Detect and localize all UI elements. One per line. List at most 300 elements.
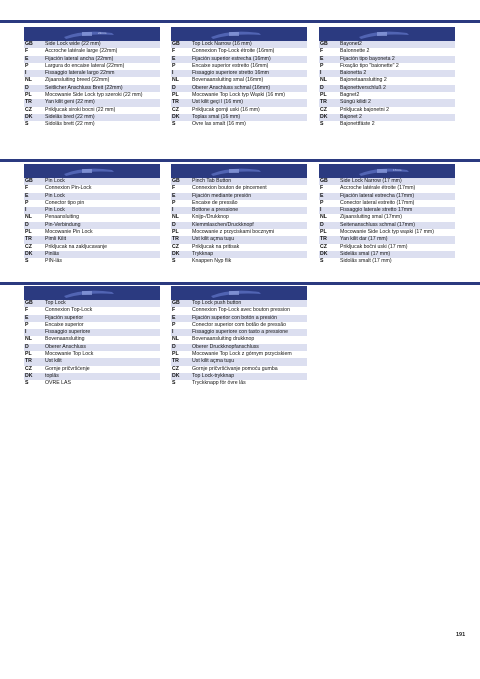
translation-row [319, 214, 455, 221]
language-code: DK [172, 113, 180, 120]
translation-text: Encaixe superior [45, 321, 84, 328]
translation-text: Üst kilit açma tuşu [192, 358, 235, 365]
translation-row [24, 380, 160, 387]
language-code: DK [320, 113, 328, 120]
translation-row [24, 244, 160, 251]
language-code: TR [172, 99, 179, 106]
translation-row [24, 92, 160, 99]
translation-text: Oberer Anschluss [45, 343, 86, 350]
language-code: E [320, 55, 324, 62]
language-code: I [25, 70, 27, 77]
translation-text: Encaixe de pressão [192, 199, 238, 206]
translation-row [171, 322, 307, 329]
translation-text: Connexion bouton de pincement [192, 185, 267, 192]
language-code: PL [172, 92, 179, 99]
translation-row [319, 178, 455, 185]
language-code: D [172, 84, 176, 91]
translation-text: Bovenaansluiting [45, 336, 85, 343]
language-code: D [172, 343, 176, 350]
language-code: CZ [25, 365, 32, 372]
translation-text: Pin-Verbindung [45, 221, 81, 228]
translation-text: Sidolås smalt (17 mm) [340, 258, 392, 265]
language-code: PL [25, 351, 32, 358]
translation-row [24, 336, 160, 343]
language-code: CZ [25, 106, 32, 113]
translation-row [24, 200, 160, 207]
product-card [171, 164, 307, 266]
card-header-image [171, 164, 307, 178]
language-code: E [320, 192, 324, 199]
language-code: D [25, 84, 29, 91]
product-card [24, 164, 160, 266]
translation-row [171, 251, 307, 258]
translation-row [24, 258, 160, 265]
translation-row [24, 307, 160, 314]
language-code: E [172, 55, 176, 62]
translation-text: Mocowanie Top Lock typ Wąski (16 mm) [192, 92, 286, 99]
language-code: CZ [172, 106, 179, 113]
translation-text: Fijación superior con botón a presión [192, 314, 278, 321]
translation-text: Prikljucak siroki bocni (22 mm) [45, 106, 116, 113]
language-code: F [172, 185, 176, 192]
translation-text: Övre las smalt (16 mm) [192, 121, 246, 128]
translation-text: Prikljucak gornji uski (16 mm) [192, 106, 260, 113]
language-code: GB [172, 178, 180, 184]
translation-text: Yan kilit dar (17 mm) [340, 236, 388, 243]
translation-row [319, 185, 455, 192]
translation-row [24, 48, 160, 55]
language-code: CZ [172, 365, 179, 372]
language-code: GB [320, 41, 328, 47]
language-code: PL [25, 92, 32, 99]
translation-row [319, 258, 455, 265]
translation-row [319, 92, 455, 99]
translation-row [319, 63, 455, 70]
translation-text: Mocowanie Side Lock typ szeroki (22 mm) [45, 92, 143, 99]
language-code: D [25, 221, 29, 228]
translation-row [24, 373, 160, 380]
language-code: GB [25, 300, 33, 306]
translation-text: Connexion Top-Lock avec bouton pression [192, 307, 290, 314]
translation-row [171, 107, 307, 114]
translation-text: Encaixe superior estreito (16mm) [192, 62, 269, 69]
translation-row [171, 99, 307, 106]
translation-text: Bajonettverschluß 2 [340, 84, 386, 91]
language-code: F [25, 48, 29, 55]
translation-text: Toplas smal (16 mm) [192, 113, 241, 120]
language-code: NL [172, 336, 179, 343]
translation-text: Pimli Kilit [45, 236, 67, 243]
language-code: I [172, 207, 174, 214]
language-code: I [172, 70, 174, 77]
language-code: P [25, 321, 29, 328]
language-code: I [25, 329, 27, 336]
translation-text: Top Lock push button [192, 300, 242, 306]
translation-text: Mocowanie Side Lock typ wąski (17 mm) [340, 229, 434, 236]
translation-text: ÖVRE LÅS [45, 380, 71, 387]
translation-row [171, 114, 307, 121]
language-code: DK [25, 250, 33, 257]
translation-row [319, 70, 455, 77]
translation-row [171, 193, 307, 200]
translation-text: Fijación superior estrecha (16mm) [192, 55, 271, 62]
language-code: I [320, 70, 322, 77]
translation-text: Fijación tipo bayoneta 2 [340, 55, 395, 62]
language-code: I [320, 207, 322, 214]
translation-text: Pin Lock [45, 178, 65, 184]
translation-row [171, 315, 307, 322]
language-code: P [25, 62, 29, 69]
translation-row [171, 358, 307, 365]
language-code: CZ [172, 243, 179, 250]
translation-row [24, 77, 160, 84]
top-stripe [0, 20, 480, 23]
language-code: NL [320, 77, 327, 84]
translation-row [319, 236, 455, 243]
card-header-image [171, 27, 307, 41]
language-code: E [25, 314, 29, 321]
translation-row [171, 185, 307, 192]
translation-text: Pin Lock [45, 207, 65, 214]
translation-row [319, 229, 455, 236]
language-code: S [172, 121, 176, 128]
language-code: DK [25, 113, 33, 120]
language-code: I [25, 207, 27, 214]
translation-text: Trykknap [192, 250, 214, 257]
translation-text: Connexion Top-Lock étroite (16mm) [192, 48, 275, 55]
product-card [171, 27, 307, 129]
translation-row [171, 92, 307, 99]
translation-row [171, 300, 307, 307]
translation-text: Prikljucak na zakljucavanje [45, 243, 107, 250]
translation-row [24, 193, 160, 200]
translation-row [24, 207, 160, 214]
translation-text: Mocowanie Top Lock [45, 351, 94, 358]
translation-text: Pinlås [45, 250, 60, 257]
language-code: TR [320, 236, 327, 243]
translation-row [171, 200, 307, 207]
language-code: P [172, 62, 176, 69]
language-code: S [25, 258, 29, 265]
translation-text: Bajonet 2 [340, 113, 362, 120]
translation-row [171, 48, 307, 55]
language-code: TR [320, 99, 327, 106]
translation-text: Bovenaansluiting smal (16mm) [192, 77, 264, 84]
translation-text: Knijp-/Drukknop [192, 214, 229, 221]
card-header-image [24, 164, 160, 178]
language-code: NL [25, 77, 32, 84]
translation-text: Seitlicher Anschluss Breit (22mm) [45, 84, 123, 91]
language-code: PL [320, 229, 327, 236]
language-code: S [25, 380, 29, 387]
language-code: E [25, 55, 29, 62]
translation-row [24, 358, 160, 365]
translation-row [319, 251, 455, 258]
language-code: NL [172, 214, 179, 221]
translation-row [171, 214, 307, 221]
language-code: F [25, 185, 29, 192]
translation-text: Mocowanie z przyciskami bocznymi [192, 229, 275, 236]
language-code: S [25, 121, 29, 128]
language-code: TR [172, 236, 179, 243]
translation-text: Üst kilit açma tuşu [192, 236, 235, 243]
card-header-image [319, 164, 455, 178]
translation-row [171, 373, 307, 380]
language-code: F [172, 48, 176, 55]
translation-text: Yan kilit geni (22 mm) [45, 99, 95, 106]
language-code: S [172, 258, 176, 265]
translation-text: Top Lock-trykknap [192, 372, 235, 379]
translation-text: Side Lock wide (22 mm) [45, 41, 101, 47]
language-code: CZ [25, 243, 32, 250]
language-code: D [320, 221, 324, 228]
language-code: TR [172, 358, 179, 365]
translation-text: Knappen Nyp flik [192, 258, 232, 265]
translation-text: Bajonettfäste 2 [340, 121, 375, 128]
translation-text: Conector superior com botão de pressão [192, 321, 287, 328]
card-header-image [24, 27, 160, 41]
language-code: NL [25, 214, 32, 221]
translation-row [24, 222, 160, 229]
translation-row [171, 70, 307, 77]
translation-text: Conector lateral estreito (17mm) [340, 199, 415, 206]
language-code: GB [320, 178, 328, 184]
translation-row [319, 107, 455, 114]
translation-text: Largura do encaixe lateral (22mm) [45, 62, 125, 69]
language-code: E [25, 192, 29, 199]
translation-row [319, 222, 455, 229]
language-code: PL [320, 92, 327, 99]
translation-row [171, 63, 307, 70]
translation-text: Bovenaansluiting drukknop [192, 336, 255, 343]
card-header-image [171, 286, 307, 300]
translation-text: Pinch Tab Button [192, 178, 232, 184]
product-card [24, 27, 160, 129]
size-tag: 22mm [98, 31, 107, 35]
translation-text: Mocowanie Pin Lock [45, 229, 93, 236]
translation-text: Accroche latérale étroite (17mm) [340, 185, 416, 192]
translation-row [171, 236, 307, 243]
language-code: NL [25, 336, 32, 343]
translation-text: Bagnet2 [340, 92, 360, 99]
language-code: P [172, 199, 176, 206]
language-code: E [172, 314, 176, 321]
translation-row [24, 315, 160, 322]
translation-text: Klemmlaschen/Druckknopf [192, 221, 254, 228]
translation-row [24, 236, 160, 243]
language-code: CZ [320, 106, 327, 113]
language-code: F [172, 307, 176, 314]
translation-text: Zijaansluiting breed (22mm) [45, 77, 110, 84]
translation-row [171, 77, 307, 84]
translation-row [24, 300, 160, 307]
language-code: P [320, 62, 324, 69]
translation-row [319, 41, 455, 48]
translation-text: Fixação tipo "baionette" 2 [340, 62, 399, 69]
translation-text: Fijación superior [45, 314, 84, 321]
translation-text: Fissaggio superiore [45, 329, 91, 336]
language-code: I [172, 329, 174, 336]
translation-text: Oberer Druckknopfanschluss [192, 343, 259, 350]
language-code: PL [25, 229, 32, 236]
translation-text: Fissaggio laterale largo 22mm [45, 70, 115, 77]
translation-row [24, 85, 160, 92]
language-code: S [320, 121, 324, 128]
language-code: P [320, 199, 324, 206]
translation-row [24, 251, 160, 258]
language-code: TR [25, 99, 32, 106]
translation-text: Connexion Top-Lock [45, 307, 93, 314]
translation-row [24, 107, 160, 114]
translation-text: Baïonnette 2 [340, 48, 370, 55]
product-card [171, 286, 307, 388]
translation-text: Side Lock Narrow (17 mm) [340, 178, 402, 184]
language-code: DK [320, 250, 328, 257]
translation-text: Prikljucak bočni uski (17 mm) [340, 243, 408, 250]
translation-text: Prikljucak bajonetni 2 [340, 106, 390, 113]
language-code: PL [172, 351, 179, 358]
translation-row [171, 307, 307, 314]
translation-text: Fissaggio laterale stretto 17mm [340, 207, 413, 214]
language-code: DK [172, 372, 180, 379]
language-code: NL [172, 77, 179, 84]
translation-text: Üst kilit [45, 358, 62, 365]
translation-text: Top Lock [45, 300, 66, 306]
translation-text: Fijación lateral ancha (22mm) [45, 55, 114, 62]
translation-text: Mocowanie Top Lock z górnym przyciskiem [192, 351, 292, 358]
translation-row [171, 222, 307, 229]
translation-text: PIN-lås [45, 258, 63, 265]
translation-row [171, 229, 307, 236]
language-code: GB [172, 41, 180, 47]
translation-row [24, 114, 160, 121]
translation-row [24, 178, 160, 185]
translation-text: Bayonet2 [340, 41, 362, 47]
translation-row [171, 380, 307, 387]
translation-row [319, 77, 455, 84]
translation-row [319, 99, 455, 106]
translation-text: Bottone a pressione [192, 207, 239, 214]
translation-row [171, 258, 307, 265]
language-code: S [320, 258, 324, 265]
translation-text: Sidolås brett (22 mm) [45, 121, 95, 128]
translation-text: Penaansluiting [45, 214, 80, 221]
translation-row [24, 366, 160, 373]
translation-row [24, 56, 160, 63]
language-code: F [25, 307, 29, 314]
translation-row [24, 99, 160, 106]
card-header-image [24, 286, 160, 300]
translation-row [24, 121, 160, 128]
translation-text: Connexion Pin-Lock [45, 185, 92, 192]
translation-row [171, 207, 307, 214]
translation-row [171, 336, 307, 343]
language-code: E [172, 192, 176, 199]
translation-row [24, 70, 160, 77]
translation-row [171, 41, 307, 48]
translation-text: Pin Lock [45, 192, 65, 199]
language-code: S [172, 380, 176, 387]
translation-row [319, 200, 455, 207]
language-code: TR [25, 358, 32, 365]
translation-text: Sidelås bred (22 mm) [45, 113, 95, 120]
translation-row [24, 322, 160, 329]
product-card [24, 286, 160, 388]
language-code: F [320, 48, 324, 55]
translation-row [171, 244, 307, 251]
translation-row [319, 121, 455, 128]
page-number: 191 [456, 632, 466, 638]
language-code: D [320, 84, 324, 91]
translation-text: Conector tipo pin [45, 199, 85, 206]
translation-text: Zijaansluiting smal (17mm) [340, 214, 402, 221]
translation-row [24, 41, 160, 48]
translation-text: Seitenanschluss schmal (17mm) [340, 221, 415, 228]
language-code: D [25, 343, 29, 350]
stripe-row-2 [0, 159, 480, 162]
translation-row [24, 229, 160, 236]
translation-row [171, 56, 307, 63]
language-code: GB [172, 300, 180, 306]
language-code: D [172, 221, 176, 228]
translation-row [24, 214, 160, 221]
translation-row [24, 351, 160, 358]
translation-text: Fijación lateral estrecha (17mm) [340, 192, 415, 199]
translation-row [171, 178, 307, 185]
size-tag: 17mm [393, 168, 402, 172]
translation-text: Oberer Anschluss schmal (16mm) [192, 84, 271, 91]
language-code: P [25, 199, 29, 206]
translation-row [319, 56, 455, 63]
language-code: F [320, 185, 324, 192]
product-card [319, 27, 455, 129]
translation-row [319, 114, 455, 121]
language-code: DK [25, 372, 33, 379]
translation-text: Baionetta 2 [340, 70, 367, 77]
language-code: TR [25, 236, 32, 243]
translation-text: Tryckknapp för övre lås [192, 380, 246, 387]
language-code: GB [25, 41, 33, 47]
language-code: DK [172, 250, 180, 257]
translation-text: Sidelås smal (17 mm) [340, 250, 391, 257]
card-header-image [319, 27, 455, 41]
translation-row [24, 329, 160, 336]
translation-row [319, 207, 455, 214]
language-code: PL [172, 229, 179, 236]
translation-text: Top Lock Narrow (16 mm) [192, 41, 252, 47]
translation-row [319, 193, 455, 200]
translation-row [319, 48, 455, 55]
translation-text: Fissaggio superiore con tasto a pressione [192, 329, 289, 336]
translation-row [319, 85, 455, 92]
translation-row [171, 366, 307, 373]
translation-row [171, 85, 307, 92]
translation-text: Accroche latérale large (22mm) [45, 48, 118, 55]
language-code: GB [25, 178, 33, 184]
translation-text: Üst kilit geçi l (16 mm) [192, 99, 244, 106]
translation-text: Gornje pričvršćenje [45, 365, 90, 372]
translation-text: Fissaggio superiore stretto 16mm [192, 70, 269, 77]
translation-row [319, 244, 455, 251]
translation-text: Fijación mediante presión [192, 192, 252, 199]
product-card [319, 164, 455, 266]
language-code: P [172, 321, 176, 328]
stripe-row-3 [0, 282, 480, 285]
translation-row [24, 185, 160, 192]
translation-row [171, 121, 307, 128]
translation-row [171, 351, 307, 358]
translation-row [171, 329, 307, 336]
